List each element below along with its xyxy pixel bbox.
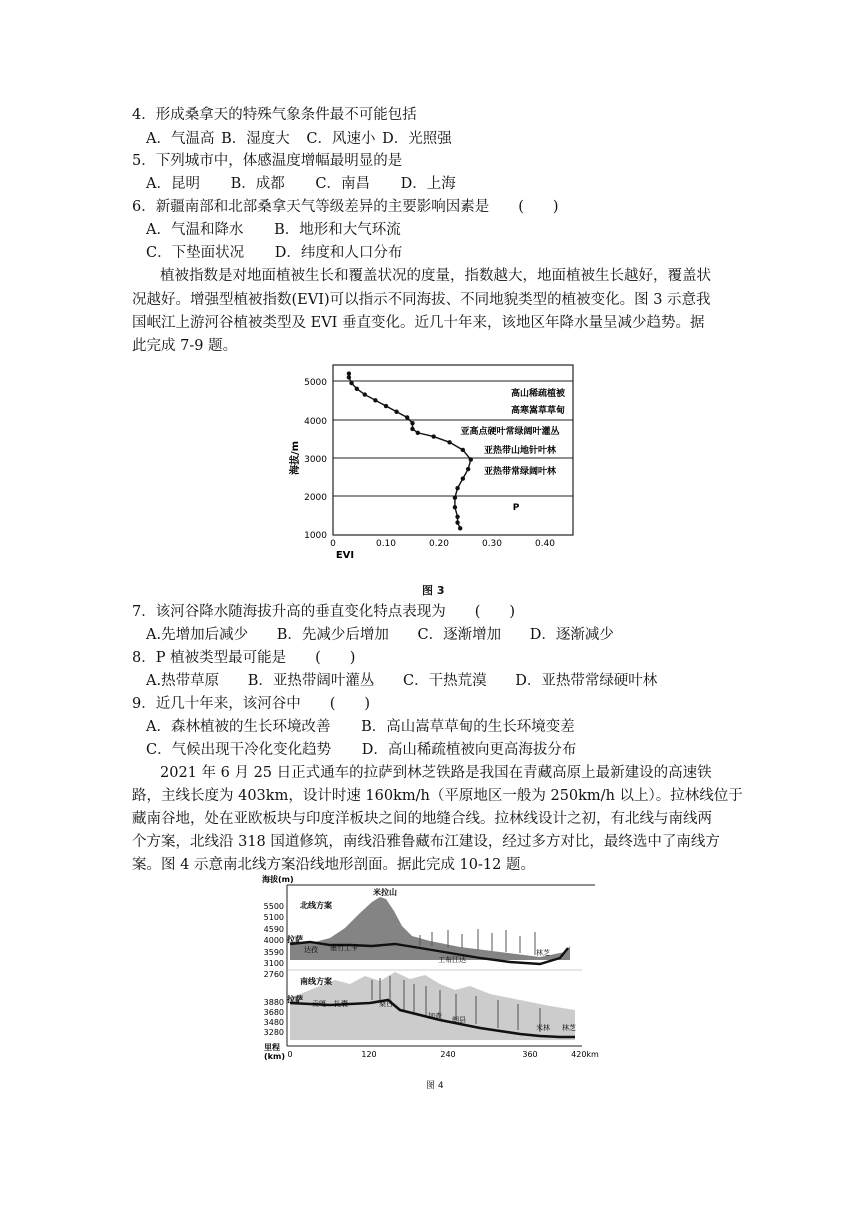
fig3-ytick-2000: 2000: [304, 493, 327, 503]
fig4-xtick-360: 360: [522, 1050, 538, 1059]
q4-option-a: A．气温高: [146, 131, 215, 147]
fig3-evi-point: [349, 381, 353, 385]
q9-option-d: D．高山稀疏植被向更高海拔分布: [361, 742, 577, 758]
q7-option-d: D．逐渐减少: [529, 627, 614, 643]
fig3-evi-point: [355, 387, 359, 391]
fig3-xtick-0.40: 0.40: [534, 539, 556, 549]
fig3-zone-p: P: [512, 503, 520, 513]
para1-line1: 植被指数是对地面植被生长和覆盖状况的度量，指数越大，地面植被生长越好，覆盖状: [160, 268, 711, 284]
q9-option-a: A．森林植被的生长环境改善: [146, 719, 331, 735]
fig3-ytick-3000: 3000: [304, 455, 327, 465]
fig3-evi-point: [455, 520, 459, 524]
fig3-evi-point: [461, 476, 465, 480]
q8-stem: 8．P 植被类型最可能是 ( ): [132, 650, 356, 666]
fig3-evi-point: [384, 404, 388, 408]
para2-line1: 2021 年 6 月 25 日正式通车的拉萨到林芝铁路是我国在青藏高原上最新建设的高速铁: [160, 765, 712, 781]
fig4-north-title: 北线方案: [300, 901, 332, 910]
fig3-ytick-1000: 1000: [304, 531, 327, 541]
fig3-evi-point: [432, 434, 436, 438]
fig3-zone-sclerophyll-shrub: 亚高点硬叶常绿阔叶灌丛: [460, 427, 560, 437]
para2-line2: 路，主线长度为 403km，设计时速 160km/h（平原地区一般为 250km/h 以上）。拉林线位于: [132, 788, 743, 804]
q7-option-c: C．逐渐增加: [417, 627, 502, 643]
q4-option-b: B．湿度大: [221, 131, 290, 147]
fig4-north-ytick-3590: 3590: [263, 948, 284, 957]
fig4-south-label-langxian: 朗县: [452, 1016, 466, 1024]
q7-option-a: A.先增加后减少: [146, 627, 249, 643]
para2-line4: 个方案，北线沿 318 国道修筑，南线沿雅鲁藏布江建设，经过多方对比，最终选中了南线方: [132, 834, 720, 850]
fig3-evi-point: [363, 392, 367, 396]
fig3-evi-point: [405, 415, 409, 419]
q6-stem: 6．新疆南部和北部桑拿天气等级差异的主要影响因素是 ( ): [132, 199, 559, 215]
q9-option-b: B．高山嵩草草甸的生长环境变差: [361, 719, 575, 735]
q9-options-row2: [146, 740, 576, 760]
fig3-zone-coniferous: 亚热带山地针叶林: [483, 446, 557, 456]
fig4-south-label-linzhi: 林芝: [562, 1024, 576, 1032]
fig3-evi-point: [373, 398, 377, 402]
fig4-south-label-jiacha: 加查: [428, 1012, 442, 1020]
q4-options: [146, 129, 452, 149]
fig4-north-ytick-5500: 5500: [263, 902, 284, 911]
q7-options: [146, 625, 614, 645]
q6-options-row2: [146, 243, 402, 263]
fig4-north-label-linzhi: 林芝: [536, 949, 550, 957]
fig4-north-ytick-4590: 4590: [263, 925, 284, 934]
fig4-south-ytick-3680: 3680: [263, 1008, 284, 1017]
fig4-south-label-lhasa: 拉萨: [287, 995, 303, 1004]
q4-option-d: D．光照强: [382, 131, 452, 147]
fig3-evi-point: [455, 486, 459, 490]
fig4-north-label-dazi: 达孜: [304, 946, 318, 954]
fig4-ylabel: 海拔(m): [262, 875, 294, 884]
fig4-south-label-gongga: 贡嘎: [312, 1000, 326, 1008]
fig4-north-ytick-5100: 5100: [263, 913, 284, 922]
fig4-south-ytick-3480: 3480: [263, 1018, 284, 1027]
fig3-ylabel: 海拔/m: [290, 440, 301, 476]
q9-stem: 9．近几十年来，该河谷中 ( ): [132, 696, 371, 712]
fig3-ytick-4000: 4000: [304, 417, 327, 427]
q6-option-b: B．地形和大气环流: [274, 222, 401, 238]
q7-stem: 7．该河谷降水随海拔升高的垂直变化特点表现为 ( ): [132, 604, 516, 620]
fig3-zone-evergreen-broadleaf: 亚热带常绿阔叶林: [483, 467, 557, 477]
q9-options-row1: [146, 717, 575, 737]
fig3-zone-alpine-sparse: 高山稀疏植被: [510, 389, 566, 399]
fig4-xtick-0: 0: [287, 1050, 293, 1059]
q7-option-b: B．先减少后增加: [276, 627, 389, 643]
fig4-south-label-sangri: 桑日: [379, 1000, 393, 1008]
q6-option-d: D．纬度和人口分布: [274, 245, 403, 261]
fig3-xtick-0.10: 0.10: [375, 539, 397, 549]
fig4-north-ytick-4000: 4000: [263, 936, 284, 945]
fig4-xtick-420: 420km: [571, 1050, 599, 1059]
q5-option-b: B．成都: [230, 176, 285, 192]
fig4-north-label-mozhugongka: 墨竹工卡: [330, 944, 358, 952]
fig3-evi-point: [453, 505, 457, 509]
fig3-evi-point: [469, 457, 473, 461]
q8-option-b: B．亚热带阔叶灌丛: [247, 673, 375, 689]
q9-option-c: C．气候出现干冷化变化趋势: [146, 742, 332, 758]
fig4-xtick-240: 240: [440, 1050, 456, 1059]
fig3-evi-point: [410, 427, 414, 431]
fig3-evi-point: [447, 440, 451, 444]
fig4-south-title: 南线方案: [300, 977, 332, 986]
q8-option-d: D．亚热带常绿硬叶林: [515, 673, 658, 689]
q6-option-a: A．气温和降水: [146, 222, 244, 238]
fig4-north-label-lhasa: 拉萨: [287, 935, 303, 944]
fig4-caption: 图 4: [426, 1081, 444, 1091]
fig3-caption: 图 3: [422, 584, 445, 597]
fig3-evi-point: [410, 421, 414, 425]
fig3-evi-point: [347, 375, 351, 379]
fig3-xtick-0.20: 0.20: [428, 539, 450, 549]
fig4-south-ytick-3280: 3280: [263, 1028, 284, 1037]
q5-options: [146, 174, 456, 194]
fig4-south-label-zhanang: 扎囊: [334, 1000, 348, 1008]
q6-option-c: C．下垫面状况: [146, 245, 245, 261]
q6-options-row1: [146, 220, 401, 240]
fig3-evi-point: [416, 431, 420, 435]
fig3-xtick-0.30: 0.30: [481, 539, 503, 549]
fig4-north-ytick-3100: 3100: [263, 959, 284, 968]
fig3-evi-point: [347, 371, 351, 375]
para1-line2: 况越好。增强型植被指数(EVI)可以指示不同海拔、不同地貌类型的植被变化。图 3 示意我: [132, 292, 711, 308]
q5-option-c: C．南昌: [315, 176, 370, 192]
q4-option-c: C．风速小: [306, 131, 376, 147]
fig3-evi-point: [461, 448, 465, 452]
fig3-evi-line: [349, 374, 471, 529]
q5-option-a: A．昆明: [146, 176, 200, 192]
para1-line3: 国岷江上游河谷植被类型及 EVI 垂直变化。近几十年来，该地区年降水量呈减少趋势。据: [132, 315, 705, 331]
fig3-evi-series: [347, 371, 473, 530]
q5-option-d: D．上海: [400, 176, 456, 192]
fig4-xtick-120: 120: [361, 1050, 377, 1059]
fig3-zone-alpine-meadow: 高寒嵩草草甸: [510, 406, 566, 416]
fig3-evi-point: [455, 515, 459, 519]
para2-line5: 案。图 4 示意南北线方案沿线地形剖面。据此完成 10-12 题。: [132, 857, 535, 873]
para2-line3: 藏南谷地，处在亚欧板块与印度洋板块之间的地缝合线。拉林线设计之初，有北线与南线两: [132, 811, 712, 827]
q8-options: [146, 671, 657, 691]
fig3-xtick-0: 0: [330, 539, 336, 549]
fig4-north-label-gongbujiangda: 工布江达: [438, 956, 466, 964]
fig3-xlabel: EVI: [335, 550, 355, 561]
q4-stem: 4．形成桑拿天的特殊气象条件最不可能包括: [132, 107, 417, 123]
fig3-evi-point: [458, 526, 462, 530]
fig4-north-label-milashan: 米拉山: [373, 888, 397, 897]
fig4-xlabel-line2: (km): [264, 1052, 285, 1061]
figure-3-evi-chart: [280, 360, 590, 610]
fig3-ytick-5000: 5000: [304, 378, 327, 388]
fig4-south-ytick-3880: 3880: [263, 998, 284, 1007]
q8-option-c: C．干热荒漠: [402, 673, 487, 689]
fig3-evi-point: [466, 467, 470, 471]
fig4-south-label-milin: 米林: [536, 1024, 550, 1032]
para1-line4: 此完成 7-9 题。: [132, 338, 238, 354]
q8-option-a: A.热带草原: [146, 673, 220, 689]
q5-stem: 5．下列城市中，体感温度增幅最明显的是: [132, 153, 403, 169]
fig3-evi-point: [394, 410, 398, 414]
figure-4-terrain-profile: [255, 872, 605, 1064]
fig4-xlabel-line1: 里程: [264, 1043, 280, 1052]
fig3-evi-point: [453, 496, 457, 500]
fig4-north-ytick-2760: 2760: [263, 970, 284, 979]
